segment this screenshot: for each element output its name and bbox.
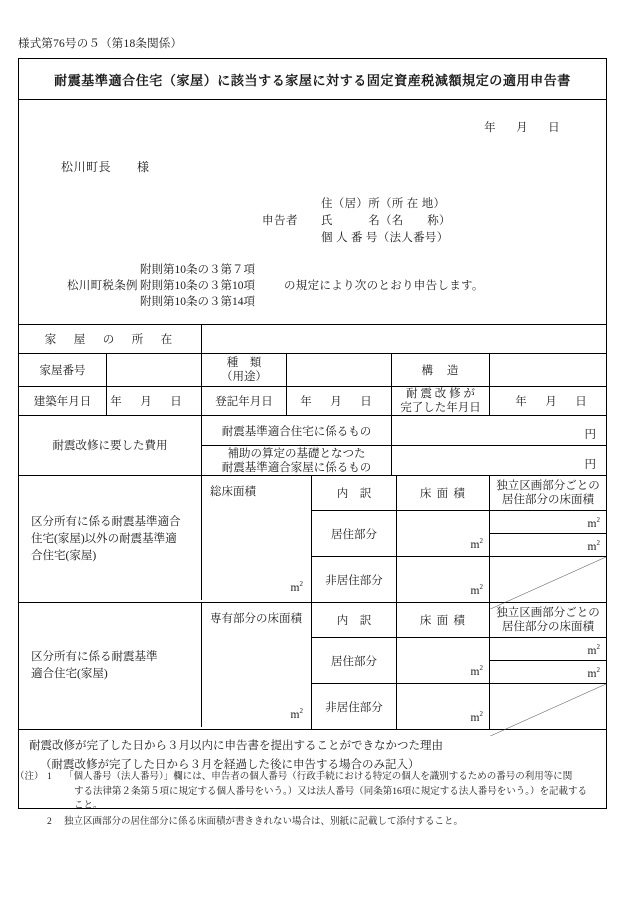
- block-1-non-residential-area-input[interactable]: [396, 557, 489, 602]
- house-type-input[interactable]: [286, 354, 391, 386]
- block-1-subheader-row: [311, 476, 606, 510]
- block-1-residential-unit-areas: [489, 511, 606, 556]
- block-1-total-area-label: 総床面積: [210, 486, 256, 498]
- block-2-label-line2: 適合住宅(家屋): [31, 668, 108, 680]
- addressee-honorific: 様: [137, 160, 150, 174]
- house-number-label: 家屋番号: [39, 365, 86, 377]
- block-2-subheader-row: [311, 603, 606, 637]
- block-1-non-residential-strikethrough: [489, 557, 606, 602]
- block-2-non-residential-strikethrough: [489, 684, 606, 729]
- reason-line-1: 耐震改修が完了した日から３月以内に申告書を提出することができなかつた理由: [29, 740, 443, 752]
- build-date-day: 日: [170, 396, 182, 408]
- form-number: 様式第76号の５（第18条関係）: [18, 38, 183, 50]
- block-1-residential-unit-area-1-unit: $m^2$: [587, 515, 600, 530]
- block-2-total-area-input[interactable]: [201, 603, 311, 727]
- cost-row-2-unit: 円: [584, 459, 596, 471]
- cost-row-1-unit: 円: [584, 429, 596, 441]
- note-1-line-2: する法律第２条第５項に規定する個人番号をいう。）又は法人番号（同条第16項に規定する法人番号をいう。）を記載する: [74, 786, 588, 797]
- block-2-non-residential-area-input[interactable]: [396, 684, 489, 729]
- diagonal-strike-icon: [490, 557, 606, 609]
- house-type-label-line2: （用途）: [221, 371, 267, 383]
- block-2-residential-unit-area-1[interactable]: [490, 638, 606, 661]
- house-location-input[interactable]: [201, 325, 606, 353]
- declarant-address-label: 住（居）所（所 在 地）: [321, 198, 446, 210]
- cost-row-1-label: 耐震基準適合住宅に係るもの: [201, 416, 391, 445]
- cost-row-1-input[interactable]: [391, 416, 606, 445]
- block-2-col-unit-area-line2: 居住部分の床面積: [502, 621, 594, 633]
- block-2-total-area-unit: $m^2$: [290, 707, 303, 721]
- addressee-line: [61, 158, 150, 175]
- block-1-non-residential-row: [311, 556, 606, 602]
- declarant-block: [262, 196, 451, 247]
- house-number-input[interactable]: [106, 354, 201, 386]
- build-date-year: 年: [110, 396, 122, 408]
- build-date-label: 建築年月日: [33, 396, 92, 408]
- build-date-month: 月: [140, 396, 152, 408]
- house-type-label: [201, 354, 286, 386]
- block-2-total-area-label: 専有部分の床面積: [210, 613, 302, 625]
- block-2-residential-row: [311, 637, 606, 683]
- reason-line-2: （耐震改修が完了した日から３月を経過した後に申告する場合のみ記入）: [40, 759, 420, 771]
- block-2-col-breakdown: 内 訳: [311, 603, 396, 637]
- retrofit-date-month: 月: [545, 396, 557, 408]
- note-1-number: 1: [47, 772, 52, 782]
- block-2-label: [19, 603, 201, 729]
- block-2-non-residential-area-unit: $m^2$: [470, 710, 483, 724]
- notes-section: [15, 770, 620, 829]
- block-1-residential-area-unit: $m^2$: [470, 537, 483, 551]
- ordinance-name: 松川町税条例: [67, 280, 138, 292]
- block-2-non-residential-label: 非居住部分: [311, 684, 396, 729]
- block-1-residential-unit-area-2-unit: $m^2$: [587, 539, 600, 553]
- note-item-1: [15, 770, 620, 814]
- block-non-condominium: [19, 476, 606, 603]
- notes-tag: （注）: [15, 772, 44, 782]
- retrofit-date-label: [391, 387, 489, 415]
- block-2-residential-unit-area-2-unit: $m^2$: [587, 666, 600, 680]
- block-2-residential-area-unit: $m^2$: [470, 664, 483, 678]
- registry-date-input[interactable]: [286, 387, 391, 415]
- build-date-input[interactable]: [106, 387, 201, 415]
- retrofit-date-year: 年: [515, 396, 527, 408]
- note-2-body: 独立区画部分の居住部分に係る床面積が書ききれない場合は、別紙に記載して添付すること。: [64, 816, 464, 827]
- registry-date-day: 日: [360, 396, 372, 408]
- block-2-residential-area-input[interactable]: [396, 638, 489, 683]
- ordinance-clause-3: 附則第10条の３第14項: [140, 296, 255, 308]
- retrofit-date-input[interactable]: [489, 387, 606, 415]
- block-1-label-line2: 住宅(家屋)以外の耐震基準適: [31, 532, 177, 545]
- note-1-line-3: こと。: [74, 801, 103, 811]
- block-1-residential-unit-area-2[interactable]: [490, 534, 606, 557]
- addressee-name: 松川町長: [61, 160, 112, 174]
- retrofit-date-label-line2: 完了した年月日: [400, 402, 481, 414]
- block-2-col-floor-area: 床 面 積: [396, 603, 489, 637]
- block-2-residential-unit-areas: [489, 638, 606, 683]
- block-1-col-floor-area: 床 面 積: [396, 476, 489, 510]
- structure-label: 構 造: [391, 354, 489, 386]
- header-section: [19, 100, 606, 325]
- declarant-name-label: 氏 名（名 称）: [321, 215, 451, 227]
- table-row-house-number: [19, 354, 606, 387]
- ordinance-clause-2: 附則第10条の３第10項: [140, 280, 255, 292]
- registry-date-label: 登記年月日: [201, 387, 286, 415]
- cost-row-2-label-line1: 補助の算定の基礎となつた: [227, 447, 366, 460]
- structure-input[interactable]: [489, 354, 606, 386]
- block-1-col-unit-area: [489, 476, 606, 510]
- cost-row-2-input[interactable]: [391, 446, 606, 475]
- block-1-col-breakdown: 内 訳: [311, 476, 396, 510]
- table-row-dates: [19, 387, 606, 416]
- block-1-col-unit-area-line1: 独立区画部分ごとの: [496, 480, 600, 492]
- note-2-number: 2: [47, 816, 52, 827]
- block-1-residential-row: [311, 510, 606, 556]
- block-2-residential-unit-area-1-unit: $m^2$: [587, 642, 600, 657]
- date-year-label: 年: [484, 122, 496, 134]
- note-1-line-1: 「個人番号（法人番号）」欄には、申告者の個人番号（行政手続における特定の個人を識別するための番号の利用等に関: [64, 772, 573, 782]
- block-1-total-area-unit: $m^2$: [290, 580, 303, 594]
- block-1-total-area-input[interactable]: [201, 476, 311, 600]
- registry-date-year: 年: [300, 396, 312, 408]
- block-1-non-residential-label: 非居住部分: [311, 557, 396, 602]
- declarant-mynumber-label: 個 人 番 号（法人番号）: [321, 232, 449, 244]
- retrofit-date-label-line1: 耐 震 改 修 が: [406, 388, 475, 400]
- declarant-label: 申告者: [262, 215, 298, 227]
- submission-date-line: [474, 119, 570, 135]
- note-item-2: [15, 815, 620, 830]
- house-type-label-line1: 種 類: [226, 357, 262, 369]
- block-1-non-residential-area-unit: $m^2$: [470, 583, 483, 597]
- cost-label: 耐震改修に要した費用: [52, 440, 168, 452]
- block-2-non-residential-row: [311, 683, 606, 729]
- block-1-residential-label: 居住部分: [311, 511, 396, 556]
- note-1-body: [64, 770, 620, 814]
- house-location-label: 家 屋 の 所 在: [44, 334, 176, 346]
- cost-row-2-label: [201, 446, 391, 475]
- block-2-label-line1: 区分所有に係る耐震基準: [31, 651, 158, 663]
- ordinance-tail: の規定により次のとおり申告します。: [284, 280, 484, 292]
- registry-date-month: 月: [330, 396, 342, 408]
- block-2-residential-label: 居住部分: [311, 638, 396, 683]
- diagonal-strike-icon: [490, 684, 606, 736]
- block-2-col-unit-area: [489, 603, 606, 637]
- date-month-label: 月: [516, 122, 528, 134]
- page-title: 耐震基準適合住宅（家屋）に該当する家屋に対する固定資産税減額規定の適用申告書: [19, 59, 606, 100]
- table-row-location: [19, 325, 606, 354]
- block-2-residential-unit-area-2[interactable]: [490, 661, 606, 684]
- block-1-col-unit-area-line2: 居住部分の床面積: [502, 494, 594, 506]
- block-1-label: [19, 476, 201, 602]
- ordinance-block: [67, 262, 484, 310]
- ordinance-clause-1: 附則第10条の３第７項: [140, 264, 255, 276]
- block-1-residential-unit-area-1[interactable]: [490, 511, 606, 534]
- block-2-col-unit-area-line1: 独立区画部分ごとの: [496, 607, 600, 619]
- block-1-label-line3: 合住宅(家屋): [31, 549, 97, 562]
- retrofit-date-day: 日: [575, 396, 587, 408]
- date-day-label: 日: [548, 122, 560, 134]
- block-1-label-line1: 区分所有に係る耐震基準適合: [31, 515, 181, 528]
- block-condominium: [19, 603, 606, 730]
- table-row-cost: [19, 416, 606, 476]
- block-1-residential-area-input[interactable]: [396, 511, 489, 556]
- form-frame: [18, 58, 607, 809]
- cost-row-2-label-line2: 耐震基準適合家屋に係るもの: [221, 461, 372, 474]
